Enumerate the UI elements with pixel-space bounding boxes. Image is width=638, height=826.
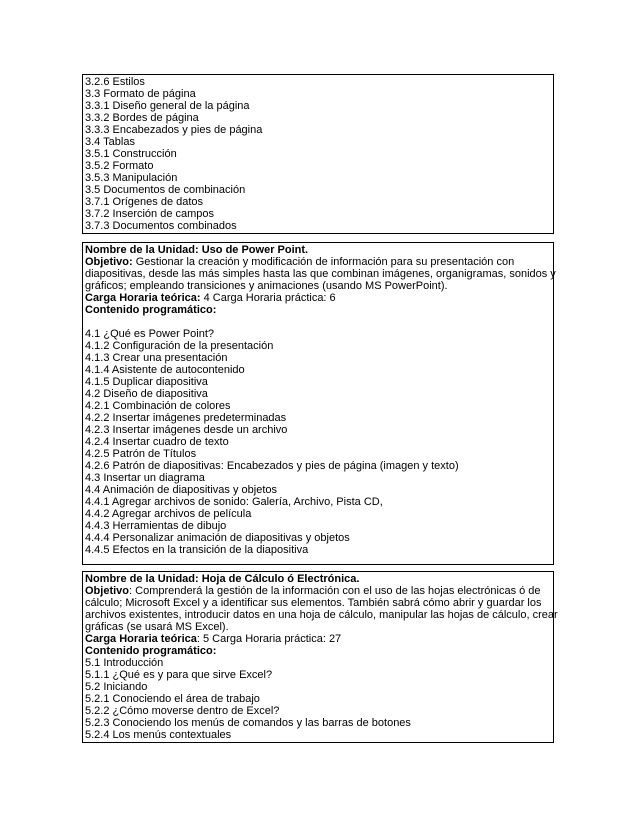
list-item: 3.5.2 Formato xyxy=(85,160,154,172)
objective-text-4: gráficas (se usará MS Excel). xyxy=(85,621,229,633)
list-item: 3.3.2 Bordes de página xyxy=(85,112,199,124)
list-item: 3.4 Tablas xyxy=(85,136,135,148)
list-item: 4.4.1 Agregar archivos de sonido: Galería, Archivo, Pista CD, xyxy=(85,496,383,508)
list-item: 3.5.3 Manipulación xyxy=(85,172,178,184)
objective-label: Objetivo xyxy=(85,585,130,597)
objective-text-3: archivos existentes, introducir datos en una hoja de cálculo, manipular las hojas de cálculo, crear xyxy=(85,609,558,621)
list-item: 5.2.3 Conociendo los menús de comandos y las barras de botones xyxy=(85,717,411,729)
list-item: 4.2.4 Insertar cuadro de texto xyxy=(85,436,229,448)
list-item: 4.1.5 Duplicar diapositiva xyxy=(85,376,208,388)
list-item: 4.2.5 Patrón de Títulos xyxy=(85,448,197,460)
list-item: 3.3 Formato de página xyxy=(85,88,196,100)
list-item: 3.3.1 Diseño general de la página xyxy=(85,100,250,112)
hours-value: : 5 Carga Horaria práctica: 27 xyxy=(196,633,342,645)
list-item: 5.2.4 Los menús contextuales xyxy=(85,729,232,741)
list-item: 5.1 Introducción xyxy=(85,657,164,669)
list-item: 4.4.2 Agregar archivos de película xyxy=(85,508,252,520)
list-item: 5.2 Iniciando xyxy=(85,681,148,693)
list-item: 3.3.3 Encabezados y pies de página xyxy=(85,124,263,136)
objective-text-1: Gestionar la creación y modificación de información para su presentación con xyxy=(132,256,515,268)
objective-label: Objetivo: xyxy=(85,256,133,268)
list-item: 4.4.3 Herramientas de dibujo xyxy=(85,520,227,532)
section-box-word-contents xyxy=(82,74,554,234)
section-box-spreadsheet xyxy=(82,571,558,743)
list-item: 3.7.1 Orígenes de datos xyxy=(85,196,204,208)
content-list xyxy=(85,657,553,741)
program-label: Contenido programático: xyxy=(85,304,217,316)
unit-title: Nombre de la Unidad: Uso de Power Point. xyxy=(85,244,309,256)
list-item: 4.1.2 Configuración de la presentación xyxy=(85,340,274,352)
objective-text-1: : Comprenderá la gestión de la información con el uso de las hojas electrónicas ó de xyxy=(129,585,541,597)
list-item: 4.2.2 Insertar imágenes predeterminadas xyxy=(85,412,287,424)
list-item: 4.4.4 Personalizar animación de diapositivas y objetos xyxy=(85,532,350,544)
objective-text-2: diapositivas, desde las más simples hasta las que combinan imágenes, organigramas, sonidos y xyxy=(85,268,556,280)
list-item: 4.2.1 Combinación de colores xyxy=(85,400,231,412)
content-list xyxy=(85,328,553,556)
list-item: 5.2.1 Conociendo el área de trabajo xyxy=(85,693,260,705)
list-item: 3.5.1 Construcción xyxy=(85,148,177,160)
list-item: 4.3 Insertar un diagrama xyxy=(85,472,205,484)
list-item: 5.2.2 ¿Cómo moverse dentro de Excel? xyxy=(85,705,280,717)
content-list xyxy=(85,76,553,232)
list-item: 4.2.6 Patrón de diapositivas: Encabezados y pies de página (imagen y texto) xyxy=(85,460,459,472)
unit-title: Nombre de la Unidad: Hoja de Cálculo ó Electrónica. xyxy=(85,573,360,585)
list-item: 4.1 ¿Qué es Power Point? xyxy=(85,328,215,340)
list-item: 4.1.3 Crear una presentación xyxy=(85,352,228,364)
objective-text-2: cálculo; Microsoft Excel y a identificar sus elementos. También sabrá cómo abrir y guardar los xyxy=(85,597,542,609)
program-label: Contenido programático: xyxy=(85,645,217,657)
section-box-power-point xyxy=(82,242,554,565)
list-item: 4.1.4 Asistente de autocontenido xyxy=(85,364,245,376)
list-item: 4.2.3 Insertar imágenes desde un archivo xyxy=(85,424,288,436)
spacer xyxy=(85,316,553,328)
hours-label: Carga Horaria teórica: xyxy=(85,292,201,304)
list-item: 4.4 Animación de diapositivas y objetos xyxy=(85,484,278,496)
list-item: 3.5 Documentos de combinación xyxy=(85,184,246,196)
hours-label: Carga Horaria teórica xyxy=(85,633,197,645)
list-item: 3.7.2 Inserción de campos xyxy=(85,208,215,220)
list-item: 4.2 Diseño de diapositiva xyxy=(85,388,208,400)
list-item: 4.4.5 Efectos en la transición de la diapositiva xyxy=(85,544,309,556)
list-item: 3.7.3 Documentos combinados xyxy=(85,220,237,232)
list-item: 5.1.1 ¿Qué es y para que sirve Excel? xyxy=(85,669,273,681)
objective-text-3: gráficos; empleando transiciones y animaciones (usando MS PowerPoint). xyxy=(85,280,448,292)
list-item: 3.2.6 Estilos xyxy=(85,76,145,88)
hours-value: 4 Carga Horaria práctica: 6 xyxy=(200,292,336,304)
